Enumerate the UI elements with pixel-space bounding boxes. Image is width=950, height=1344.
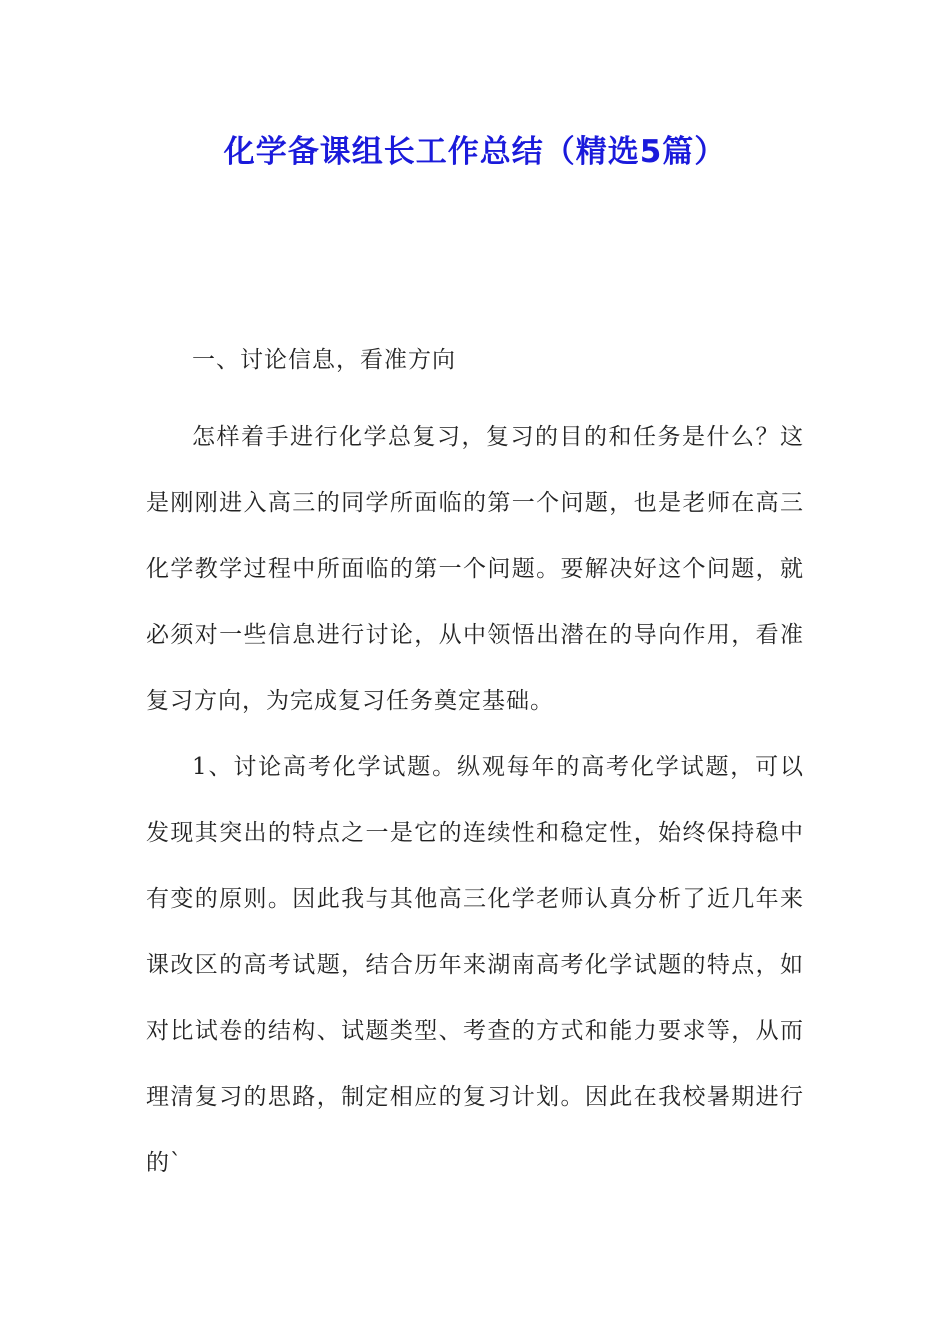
paragraph: 怎样着手进行化学总复习，复习的目的和任务是什么？这是刚刚进入高三的同学所面临的第一个问题，也是老师在高三化学教学过程中所面临的第一个问题。要解决好这个问题，就必须对一些信息进行讨论，从中领悟出潜在的导向作用，看准复习方向，为完成复习任务奠定基础。 — [146, 424, 804, 714]
document-body — [146, 338, 804, 1196]
document-title: 化学备课组长工作总结（精选5篇） — [223, 134, 727, 170]
paragraph: 1、讨论高考化学试题。纵观每年的高考化学试题，可以发现其突出的特点之一是它的连续性和稳定性，始终保持稳中有变的原则。因此我与其他高三化学老师认真分析了近几年来课改区的高考试题，结合历年来湖南高考化学试题的特点，如对比试卷的结构、试题类型、考查的方式和能力要求等，从而理清复习的思路，制定相应的复习计划。因此在我校暑期进行的` — [146, 754, 804, 1176]
section-heading: 一、讨论信息，看准方向 — [192, 347, 456, 373]
